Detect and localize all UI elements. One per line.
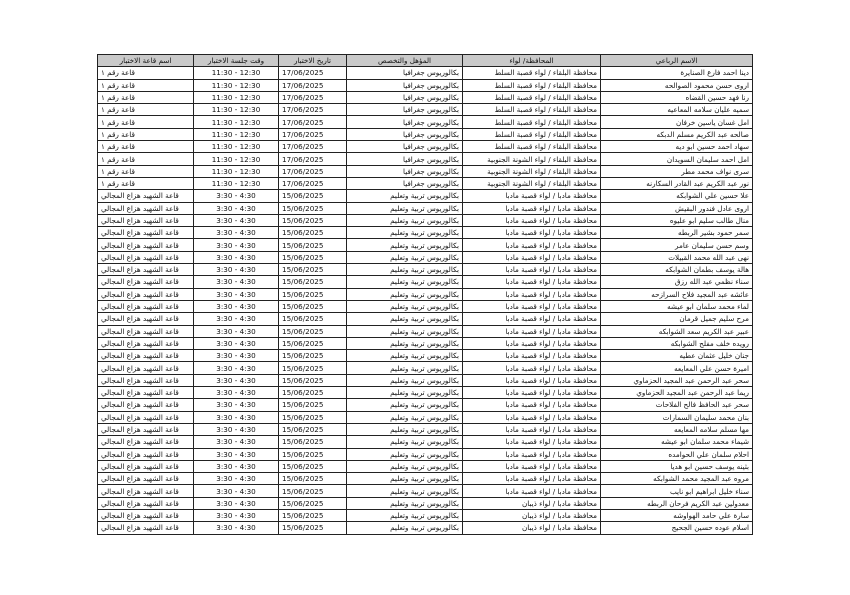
cell-name: اسلام عوده حسين الجحيج bbox=[601, 522, 753, 534]
cell-governorate: محافظة البلقاء / لواء الشونة الجنوبية bbox=[463, 153, 601, 165]
cell-exam-date: 15/06/2025 bbox=[279, 214, 347, 226]
cell-governorate: محافظة مادبا / لواء قصبة مادبا bbox=[463, 350, 601, 362]
table-row bbox=[98, 177, 753, 189]
cell-session-time: 11:30 - 12:30 bbox=[194, 141, 279, 153]
cell-exam-hall: قاعة الشهيد هزاع المجالي bbox=[98, 239, 194, 251]
cell-session-time: 3:30 - 4:30 bbox=[194, 313, 279, 325]
cell-qualification: بكالوريوس تربية وتعليم bbox=[347, 448, 463, 460]
cell-qualification: بكالوريوس تربية وتعليم bbox=[347, 473, 463, 485]
cell-exam-hall: قاعة الشهيد هزاع المجالي bbox=[98, 460, 194, 472]
cell-name: منال طالب سليم ابو عليوه bbox=[601, 214, 753, 226]
cell-exam-hall: قاعة الشهيد هزاع المجالي bbox=[98, 411, 194, 423]
cell-name: هالة يوسف بطمان الشوابكه bbox=[601, 264, 753, 276]
cell-governorate: محافظة مادبا / لواء قصبة مادبا bbox=[463, 387, 601, 399]
cell-qualification: بكالوريوس جغرافيا bbox=[347, 116, 463, 128]
cell-session-time: 3:30 - 4:30 bbox=[194, 411, 279, 423]
cell-exam-hall: قاعة الشهيد هزاع المجالي bbox=[98, 325, 194, 337]
cell-qualification: بكالوريوس تربية وتعليم bbox=[347, 214, 463, 226]
cell-governorate: محافظة مادبا / لواء قصبة مادبا bbox=[463, 337, 601, 349]
cell-session-time: 3:30 - 4:30 bbox=[194, 350, 279, 362]
cell-governorate: محافظة مادبا / لواء قصبة مادبا bbox=[463, 276, 601, 288]
cell-qualification: بكالوريوس جغرافيا bbox=[347, 79, 463, 91]
cell-governorate: محافظة مادبا / لواء قصبة مادبا bbox=[463, 399, 601, 411]
cell-qualification: بكالوريوس تربية وتعليم bbox=[347, 509, 463, 521]
cell-name: امل احمد سليمان السويدان bbox=[601, 153, 753, 165]
cell-exam-hall: قاعة رقم ١ bbox=[98, 91, 194, 103]
cell-exam-date: 15/06/2025 bbox=[279, 300, 347, 312]
cell-governorate: محافظة البلقاء / لواء الشونة الجنوبية bbox=[463, 177, 601, 189]
cell-qualification: بكالوريوس جغرافيا bbox=[347, 177, 463, 189]
cell-exam-hall: قاعة رقم ١ bbox=[98, 79, 194, 91]
cell-name: احلام سلمان علي الحوامده bbox=[601, 448, 753, 460]
cell-governorate: محافظة مادبا / لواء قصبة مادبا bbox=[463, 227, 601, 239]
table-row bbox=[98, 337, 753, 349]
cell-session-time: 3:30 - 4:30 bbox=[194, 436, 279, 448]
cell-name: سهاد احمد حسين ابو ديه bbox=[601, 141, 753, 153]
table-row bbox=[98, 116, 753, 128]
cell-exam-hall: قاعة الشهيد هزاع المجالي bbox=[98, 350, 194, 362]
cell-exam-hall: قاعة الشهيد هزاع المجالي bbox=[98, 300, 194, 312]
cell-governorate: محافظة مادبا / لواء قصبة مادبا bbox=[463, 251, 601, 263]
cell-governorate: محافظة مادبا / لواء ذيبان bbox=[463, 509, 601, 521]
cell-qualification: بكالوريوس جغرافيا bbox=[347, 67, 463, 79]
cell-exam-hall: قاعة الشهيد هزاع المجالي bbox=[98, 313, 194, 325]
cell-name: عائشه عبد المجيد فلاح السرازحه bbox=[601, 288, 753, 300]
cell-session-time: 3:30 - 4:30 bbox=[194, 288, 279, 300]
cell-name: مرح سليم جميل قرمان bbox=[601, 313, 753, 325]
cell-name: ريما عبد الرحمن عبد المجيد الحزماوي bbox=[601, 387, 753, 399]
cell-name: وسم حسن سليمان عامر bbox=[601, 239, 753, 251]
cell-exam-date: 15/06/2025 bbox=[279, 399, 347, 411]
cell-exam-hall: قاعة رقم ١ bbox=[98, 67, 194, 79]
cell-exam-hall: قاعة الشهيد هزاع المجالي bbox=[98, 251, 194, 263]
cell-name: بثينه يوسف حسين ابو هديا bbox=[601, 460, 753, 472]
cell-name: اميرة حسن علي المعايعه bbox=[601, 362, 753, 374]
table-row bbox=[98, 190, 753, 202]
cell-governorate: محافظة مادبا / لواء قصبة مادبا bbox=[463, 214, 601, 226]
cell-governorate: محافظة مادبا / لواء قصبة مادبا bbox=[463, 300, 601, 312]
cell-governorate: محافظة مادبا / لواء ذيبان bbox=[463, 497, 601, 509]
cell-qualification: بكالوريوس تربية وتعليم bbox=[347, 276, 463, 288]
cell-name: صالحه عبد الكريم مسلم الدبكه bbox=[601, 128, 753, 140]
cell-session-time: 3:30 - 4:30 bbox=[194, 276, 279, 288]
cell-exam-hall: قاعة الشهيد هزاع المجالي bbox=[98, 374, 194, 386]
cell-session-time: 3:30 - 4:30 bbox=[194, 264, 279, 276]
header-exam-date: تاريخ الاختبار bbox=[279, 55, 347, 67]
cell-exam-hall: قاعة الشهيد هزاع المجالي bbox=[98, 264, 194, 276]
cell-exam-hall: قاعة الشهيد هزاع المجالي bbox=[98, 362, 194, 374]
table-row bbox=[98, 473, 753, 485]
table-row bbox=[98, 411, 753, 423]
cell-exam-date: 15/06/2025 bbox=[279, 448, 347, 460]
cell-exam-date: 15/06/2025 bbox=[279, 387, 347, 399]
cell-exam-hall: قاعة الشهيد هزاع المجالي bbox=[98, 485, 194, 497]
cell-exam-date: 15/06/2025 bbox=[279, 509, 347, 521]
cell-session-time: 3:30 - 4:30 bbox=[194, 202, 279, 214]
cell-session-time: 11:30 - 12:30 bbox=[194, 104, 279, 116]
cell-governorate: محافظة مادبا / لواء ذيبان bbox=[463, 522, 601, 534]
cell-qualification: بكالوريوس تربية وتعليم bbox=[347, 337, 463, 349]
cell-qualification: بكالوريوس تربية وتعليم bbox=[347, 460, 463, 472]
cell-name: مروه عبد المجيد محمد الشوابكه bbox=[601, 473, 753, 485]
cell-exam-date: 15/06/2025 bbox=[279, 202, 347, 214]
cell-exam-date: 15/06/2025 bbox=[279, 227, 347, 239]
cell-session-time: 11:30 - 12:30 bbox=[194, 79, 279, 91]
cell-name: مها مسلم سلامه المعايعه bbox=[601, 423, 753, 435]
cell-qualification: بكالوريوس جغرافيا bbox=[347, 165, 463, 177]
header-name: الاسم الرباعي bbox=[601, 55, 753, 67]
table-body bbox=[98, 67, 753, 534]
cell-governorate: محافظة مادبا / لواء قصبة مادبا bbox=[463, 264, 601, 276]
cell-qualification: بكالوريوس تربية وتعليم bbox=[347, 288, 463, 300]
table-row bbox=[98, 522, 753, 534]
cell-name: شيماء محمد سلمان ابو عيشه bbox=[601, 436, 753, 448]
cell-exam-date: 17/06/2025 bbox=[279, 91, 347, 103]
table-row bbox=[98, 436, 753, 448]
cell-exam-date: 15/06/2025 bbox=[279, 522, 347, 534]
cell-qualification: بكالوريوس تربية وتعليم bbox=[347, 300, 463, 312]
cell-governorate: محافظة البلقاء / لواء قصبة السلط bbox=[463, 79, 601, 91]
cell-exam-hall: قاعة رقم ١ bbox=[98, 104, 194, 116]
cell-exam-hall: قاعة رقم ١ bbox=[98, 153, 194, 165]
cell-qualification: بكالوريوس تربية وتعليم bbox=[347, 497, 463, 509]
cell-session-time: 11:30 - 12:30 bbox=[194, 67, 279, 79]
cell-session-time: 3:30 - 4:30 bbox=[194, 239, 279, 251]
cell-governorate: محافظة البلقاء / لواء قصبة السلط bbox=[463, 128, 601, 140]
cell-governorate: محافظة البلقاء / لواء قصبة السلط bbox=[463, 141, 601, 153]
cell-governorate: محافظة مادبا / لواء قصبة مادبا bbox=[463, 190, 601, 202]
cell-session-time: 3:30 - 4:30 bbox=[194, 214, 279, 226]
cell-exam-date: 17/06/2025 bbox=[279, 116, 347, 128]
cell-name: سحر عبد الرحمن عبد المجيد الحزماوي bbox=[601, 374, 753, 386]
cell-qualification: بكالوريوس تربية وتعليم bbox=[347, 264, 463, 276]
cell-exam-hall: قاعة الشهيد هزاع المجالي bbox=[98, 276, 194, 288]
table-row bbox=[98, 325, 753, 337]
cell-exam-hall: قاعة رقم ١ bbox=[98, 165, 194, 177]
cell-name: سحر عبد الحافظ فالح الفلاحات bbox=[601, 399, 753, 411]
table-row bbox=[98, 300, 753, 312]
cell-session-time: 3:30 - 4:30 bbox=[194, 497, 279, 509]
table-row bbox=[98, 251, 753, 263]
cell-name: بنان محمد سليمان السمارات bbox=[601, 411, 753, 423]
exam-schedule-sheet bbox=[97, 54, 752, 535]
cell-exam-date: 17/06/2025 bbox=[279, 165, 347, 177]
cell-exam-date: 15/06/2025 bbox=[279, 276, 347, 288]
cell-governorate: محافظة مادبا / لواء قصبة مادبا bbox=[463, 448, 601, 460]
header-row bbox=[98, 55, 753, 67]
cell-exam-date: 17/06/2025 bbox=[279, 79, 347, 91]
table-row bbox=[98, 227, 753, 239]
cell-exam-hall: قاعة رقم ١ bbox=[98, 128, 194, 140]
cell-session-time: 3:30 - 4:30 bbox=[194, 485, 279, 497]
cell-qualification: بكالوريوس تربية وتعليم bbox=[347, 485, 463, 497]
table-row bbox=[98, 79, 753, 91]
cell-exam-date: 17/06/2025 bbox=[279, 128, 347, 140]
cell-name: اروى عادل فندور البقيش bbox=[601, 202, 753, 214]
cell-session-time: 11:30 - 12:30 bbox=[194, 116, 279, 128]
table-row bbox=[98, 497, 753, 509]
cell-exam-hall: قاعة رقم ١ bbox=[98, 141, 194, 153]
cell-name: سناء نظمي عبد الله رزق bbox=[601, 276, 753, 288]
cell-session-time: 3:30 - 4:30 bbox=[194, 522, 279, 534]
cell-session-time: 3:30 - 4:30 bbox=[194, 251, 279, 263]
cell-name: علا حسين علي الشوابكه bbox=[601, 190, 753, 202]
cell-session-time: 3:30 - 4:30 bbox=[194, 300, 279, 312]
cell-exam-hall: قاعة الشهيد هزاع المجالي bbox=[98, 497, 194, 509]
cell-exam-date: 15/06/2025 bbox=[279, 190, 347, 202]
cell-governorate: محافظة البلقاء / لواء قصبة السلط bbox=[463, 67, 601, 79]
cell-governorate: محافظة مادبا / لواء قصبة مادبا bbox=[463, 239, 601, 251]
cell-session-time: 3:30 - 4:30 bbox=[194, 227, 279, 239]
cell-qualification: بكالوريوس جغرافيا bbox=[347, 153, 463, 165]
cell-session-time: 3:30 - 4:30 bbox=[194, 509, 279, 521]
table-row bbox=[98, 214, 753, 226]
table-row bbox=[98, 350, 753, 362]
table-row bbox=[98, 264, 753, 276]
cell-exam-hall: قاعة الشهيد هزاع المجالي bbox=[98, 227, 194, 239]
cell-exam-date: 15/06/2025 bbox=[279, 239, 347, 251]
cell-qualification: بكالوريوس جغرافيا bbox=[347, 91, 463, 103]
table-row bbox=[98, 423, 753, 435]
cell-exam-date: 15/06/2025 bbox=[279, 337, 347, 349]
header-exam-hall: اسم قاعة الاختبار bbox=[98, 55, 194, 67]
cell-name: رنا فهد حسين القضاه bbox=[601, 91, 753, 103]
header-qualification: المؤهل والتخصص bbox=[347, 55, 463, 67]
cell-session-time: 3:30 - 4:30 bbox=[194, 325, 279, 337]
cell-exam-hall: قاعة الشهيد هزاع المجالي bbox=[98, 423, 194, 435]
cell-name: سناء خليل ابراهيم ابو نايب bbox=[601, 485, 753, 497]
cell-name: اروى حسن محمود الصوالحه bbox=[601, 79, 753, 91]
table-row bbox=[98, 153, 753, 165]
header-session-time: وقت جلسة الاختبار bbox=[194, 55, 279, 67]
cell-name: سرى نواف محمد مطر bbox=[601, 165, 753, 177]
cell-exam-hall: قاعة الشهيد هزاع المجالي bbox=[98, 473, 194, 485]
cell-session-time: 3:30 - 4:30 bbox=[194, 387, 279, 399]
cell-name: جنان خليل عثمان عطيه bbox=[601, 350, 753, 362]
cell-exam-date: 15/06/2025 bbox=[279, 460, 347, 472]
cell-governorate: محافظة مادبا / لواء قصبة مادبا bbox=[463, 436, 601, 448]
cell-exam-hall: قاعة الشهيد هزاع المجالي bbox=[98, 387, 194, 399]
cell-exam-date: 17/06/2025 bbox=[279, 67, 347, 79]
table-row bbox=[98, 509, 753, 521]
cell-session-time: 3:30 - 4:30 bbox=[194, 448, 279, 460]
cell-exam-date: 17/06/2025 bbox=[279, 177, 347, 189]
cell-session-time: 11:30 - 12:30 bbox=[194, 128, 279, 140]
cell-exam-date: 15/06/2025 bbox=[279, 411, 347, 423]
cell-exam-hall: قاعة الشهيد هزاع المجالي bbox=[98, 214, 194, 226]
cell-exam-hall: قاعة الشهيد هزاع المجالي bbox=[98, 509, 194, 521]
cell-exam-hall: قاعة الشهيد هزاع المجالي bbox=[98, 202, 194, 214]
cell-qualification: بكالوريوس تربية وتعليم bbox=[347, 350, 463, 362]
cell-governorate: محافظة مادبا / لواء قصبة مادبا bbox=[463, 423, 601, 435]
cell-exam-hall: قاعة الشهيد هزاع المجالي bbox=[98, 337, 194, 349]
cell-qualification: بكالوريوس تربية وتعليم bbox=[347, 399, 463, 411]
table-row bbox=[98, 128, 753, 140]
table-row bbox=[98, 165, 753, 177]
cell-session-time: 11:30 - 12:30 bbox=[194, 165, 279, 177]
table-row bbox=[98, 141, 753, 153]
table-row bbox=[98, 288, 753, 300]
table-row bbox=[98, 362, 753, 374]
cell-exam-date: 17/06/2025 bbox=[279, 153, 347, 165]
cell-exam-date: 15/06/2025 bbox=[279, 485, 347, 497]
cell-exam-hall: قاعة الشهيد هزاع المجالي bbox=[98, 288, 194, 300]
cell-qualification: بكالوريوس تربية وتعليم bbox=[347, 362, 463, 374]
cell-session-time: 3:30 - 4:30 bbox=[194, 190, 279, 202]
cell-qualification: بكالوريوس تربية وتعليم bbox=[347, 374, 463, 386]
cell-exam-date: 17/06/2025 bbox=[279, 141, 347, 153]
cell-qualification: بكالوريوس تربية وتعليم bbox=[347, 436, 463, 448]
cell-governorate: محافظة البلقاء / لواء الشونة الجنوبية bbox=[463, 165, 601, 177]
cell-exam-hall: قاعة رقم ١ bbox=[98, 116, 194, 128]
table-row bbox=[98, 91, 753, 103]
cell-qualification: بكالوريوس تربية وتعليم bbox=[347, 313, 463, 325]
cell-qualification: بكالوريوس تربية وتعليم bbox=[347, 325, 463, 337]
cell-exam-date: 15/06/2025 bbox=[279, 251, 347, 263]
cell-governorate: محافظة مادبا / لواء قصبة مادبا bbox=[463, 325, 601, 337]
cell-qualification: بكالوريوس تربية وتعليم bbox=[347, 227, 463, 239]
cell-name: سميه عليان سلامه المعاعيه bbox=[601, 104, 753, 116]
header-governorate: المحافظة/ لواء bbox=[463, 55, 601, 67]
cell-session-time: 11:30 - 12:30 bbox=[194, 153, 279, 165]
cell-governorate: محافظة البلقاء / لواء قصبة السلط bbox=[463, 104, 601, 116]
cell-qualification: بكالوريوس تربية وتعليم bbox=[347, 387, 463, 399]
cell-exam-date: 15/06/2025 bbox=[279, 497, 347, 509]
cell-governorate: محافظة مادبا / لواء قصبة مادبا bbox=[463, 362, 601, 374]
table-row bbox=[98, 485, 753, 497]
cell-qualification: بكالوريوس جغرافيا bbox=[347, 128, 463, 140]
table-row bbox=[98, 239, 753, 251]
table-row bbox=[98, 313, 753, 325]
cell-session-time: 3:30 - 4:30 bbox=[194, 399, 279, 411]
cell-session-time: 3:30 - 4:30 bbox=[194, 337, 279, 349]
cell-name: امل غسان ياسين خرفان bbox=[601, 116, 753, 128]
cell-exam-date: 17/06/2025 bbox=[279, 104, 347, 116]
cell-governorate: محافظة مادبا / لواء قصبة مادبا bbox=[463, 460, 601, 472]
cell-exam-date: 15/06/2025 bbox=[279, 374, 347, 386]
cell-name: عبير عبد الكريم سعد الشوابكه bbox=[601, 325, 753, 337]
cell-exam-hall: قاعة الشهيد هزاع المجالي bbox=[98, 448, 194, 460]
cell-qualification: بكالوريوس تربية وتعليم bbox=[347, 411, 463, 423]
cell-governorate: محافظة مادبا / لواء قصبة مادبا bbox=[463, 288, 601, 300]
cell-name: سمر حمود بشير الربطه bbox=[601, 227, 753, 239]
cell-name: لماء محمد سلمان ابو عيشه bbox=[601, 300, 753, 312]
cell-exam-date: 15/06/2025 bbox=[279, 288, 347, 300]
cell-session-time: 11:30 - 12:30 bbox=[194, 91, 279, 103]
table-row bbox=[98, 399, 753, 411]
cell-name: نور عبد الكريم عبد القادر السكارنه bbox=[601, 177, 753, 189]
table-row bbox=[98, 276, 753, 288]
cell-qualification: بكالوريوس تربية وتعليم bbox=[347, 190, 463, 202]
cell-name: نهى عبد الله محمد القبيلات bbox=[601, 251, 753, 263]
cell-exam-hall: قاعة الشهيد هزاع المجالي bbox=[98, 436, 194, 448]
cell-session-time: 3:30 - 4:30 bbox=[194, 362, 279, 374]
cell-exam-hall: قاعة الشهيد هزاع المجالي bbox=[98, 190, 194, 202]
cell-name: دينا احمد فارع الصنايرة bbox=[601, 67, 753, 79]
cell-exam-date: 15/06/2025 bbox=[279, 473, 347, 485]
exam-schedule-table bbox=[97, 54, 753, 535]
cell-exam-date: 15/06/2025 bbox=[279, 313, 347, 325]
table-row bbox=[98, 387, 753, 399]
cell-qualification: بكالوريوس تربية وتعليم bbox=[347, 522, 463, 534]
cell-exam-hall: قاعة الشهيد هزاع المجالي bbox=[98, 522, 194, 534]
cell-governorate: محافظة البلقاء / لواء قصبة السلط bbox=[463, 91, 601, 103]
cell-governorate: محافظة مادبا / لواء قصبة مادبا bbox=[463, 473, 601, 485]
cell-session-time: 3:30 - 4:30 bbox=[194, 423, 279, 435]
cell-session-time: 3:30 - 4:30 bbox=[194, 460, 279, 472]
cell-governorate: محافظة مادبا / لواء قصبة مادبا bbox=[463, 374, 601, 386]
cell-qualification: بكالوريوس جغرافيا bbox=[347, 141, 463, 153]
cell-session-time: 11:30 - 12:30 bbox=[194, 177, 279, 189]
cell-session-time: 3:30 - 4:30 bbox=[194, 473, 279, 485]
cell-qualification: بكالوريوس جغرافيا bbox=[347, 104, 463, 116]
cell-qualification: بكالوريوس تربية وتعليم bbox=[347, 251, 463, 263]
cell-exam-date: 15/06/2025 bbox=[279, 436, 347, 448]
cell-exam-date: 15/06/2025 bbox=[279, 362, 347, 374]
cell-exam-hall: قاعة رقم ١ bbox=[98, 177, 194, 189]
table-row bbox=[98, 202, 753, 214]
cell-qualification: بكالوريوس تربية وتعليم bbox=[347, 239, 463, 251]
cell-qualification: بكالوريوس تربية وتعليم bbox=[347, 423, 463, 435]
cell-governorate: محافظة البلقاء / لواء قصبة السلط bbox=[463, 116, 601, 128]
cell-governorate: محافظة مادبا / لواء قصبة مادبا bbox=[463, 411, 601, 423]
cell-governorate: محافظة مادبا / لواء قصبة مادبا bbox=[463, 313, 601, 325]
table-row bbox=[98, 104, 753, 116]
cell-qualification: بكالوريوس تربية وتعليم bbox=[347, 202, 463, 214]
cell-name: سارة علي حامد الهواوشه bbox=[601, 509, 753, 521]
cell-governorate: محافظة مادبا / لواء قصبة مادبا bbox=[463, 202, 601, 214]
cell-exam-date: 15/06/2025 bbox=[279, 325, 347, 337]
table-row bbox=[98, 374, 753, 386]
cell-exam-hall: قاعة الشهيد هزاع المجالي bbox=[98, 399, 194, 411]
table-row bbox=[98, 67, 753, 79]
cell-name: رويده خلف مفلح الشوابكه bbox=[601, 337, 753, 349]
cell-exam-date: 15/06/2025 bbox=[279, 423, 347, 435]
cell-session-time: 3:30 - 4:30 bbox=[194, 374, 279, 386]
cell-exam-date: 15/06/2025 bbox=[279, 264, 347, 276]
cell-governorate: محافظة مادبا / لواء قصبة مادبا bbox=[463, 485, 601, 497]
table-row bbox=[98, 460, 753, 472]
cell-exam-date: 15/06/2025 bbox=[279, 350, 347, 362]
table-row bbox=[98, 448, 753, 460]
cell-name: معدولين عبد الكريم فرحان الربطه bbox=[601, 497, 753, 509]
